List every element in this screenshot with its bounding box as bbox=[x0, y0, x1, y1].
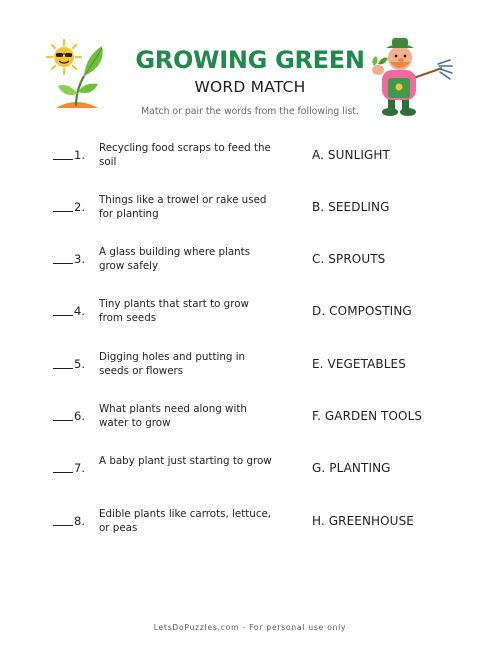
page-title: GROWING GREEN bbox=[135, 46, 365, 74]
match-row bbox=[0, 242, 500, 282]
answer-blank[interactable] bbox=[53, 420, 73, 421]
clue-text: Things like a trowel or rake used for planting bbox=[99, 194, 267, 220]
answer-option: F. GARDEN TOOLS bbox=[312, 409, 423, 423]
answer-option: A. SUNLIGHT bbox=[312, 148, 390, 162]
footer-credit: LetsDoPuzzles.com - For personal use only bbox=[153, 623, 347, 632]
answer-blank[interactable] bbox=[53, 159, 73, 160]
page-subtitle: WORD MATCH bbox=[194, 78, 306, 96]
answer-option: H. GREENHOUSE bbox=[312, 514, 414, 528]
answer-blank[interactable] bbox=[53, 368, 73, 369]
row-number: 3. bbox=[74, 252, 85, 266]
row-number: 5. bbox=[74, 357, 85, 371]
match-row bbox=[0, 399, 500, 439]
match-row bbox=[0, 294, 500, 334]
answer-option: B. SEEDLING bbox=[312, 200, 390, 214]
answer-blank[interactable] bbox=[53, 263, 73, 264]
clue-text: A glass building where plants grow safely bbox=[99, 246, 251, 272]
clue-text: Tiny plants that start to grow from seeds bbox=[99, 298, 249, 324]
gardener-icon bbox=[368, 36, 454, 118]
clue-text: Recycling food scraps to feed the soil bbox=[99, 142, 271, 168]
match-row bbox=[0, 138, 500, 178]
answer-option: E. VEGETABLES bbox=[312, 357, 406, 371]
answer-blank[interactable] bbox=[53, 211, 73, 212]
row-number: 4. bbox=[74, 304, 85, 318]
answer-option: C. SPROUTS bbox=[312, 252, 386, 266]
answer-blank[interactable] bbox=[53, 525, 73, 526]
row-number: 1. bbox=[74, 148, 85, 162]
clue-text: A baby plant just starting to grow bbox=[99, 455, 272, 467]
match-row bbox=[0, 504, 500, 544]
answer-option: G. PLANTING bbox=[312, 461, 391, 475]
worksheet-header bbox=[0, 0, 500, 125]
row-number: 7. bbox=[74, 461, 85, 475]
match-row bbox=[0, 451, 500, 491]
answer-option: D. COMPOSTING bbox=[312, 304, 412, 318]
row-number: 8. bbox=[74, 514, 85, 528]
clue-text: What plants need along with water to grow bbox=[99, 403, 247, 429]
clue-text: Edible plants like carrots, lettuce, or peas bbox=[99, 508, 272, 534]
match-row bbox=[0, 190, 500, 230]
clue-text: Digging holes and putting in seeds or flowers bbox=[99, 351, 246, 377]
answer-blank[interactable] bbox=[53, 472, 73, 473]
instructions-text: Match or pair the words from the following list. bbox=[141, 106, 359, 117]
match-row bbox=[0, 347, 500, 387]
row-number: 2. bbox=[74, 200, 85, 214]
row-number: 6. bbox=[74, 409, 85, 423]
answer-blank[interactable] bbox=[53, 315, 73, 316]
